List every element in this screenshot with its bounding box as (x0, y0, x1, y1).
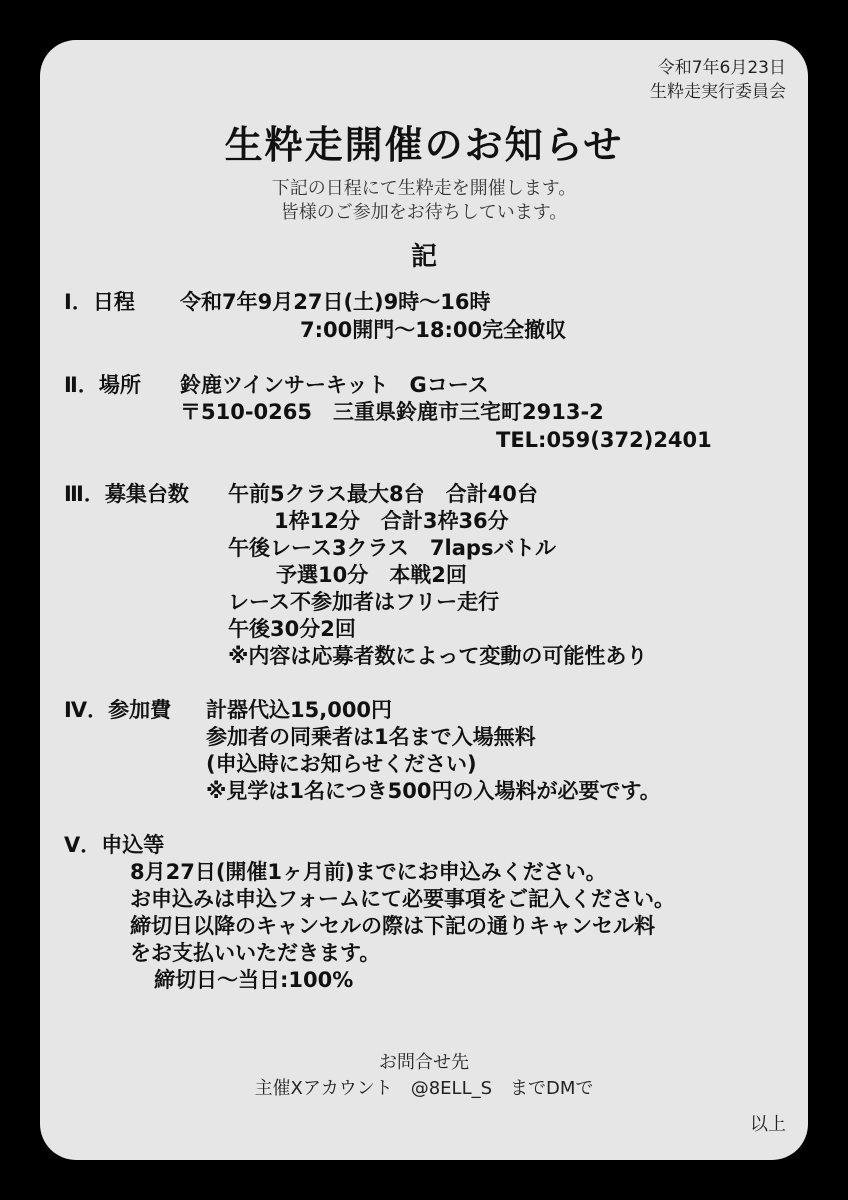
section-3-label: Ⅲ．募集台数 (64, 482, 189, 506)
section-3-line-5: レース不参加者はフリー走行 (228, 590, 500, 614)
section-2-label: Ⅱ．場所 (64, 373, 141, 397)
contact-line: 主催Xアカウント @8ELL_S までDMで (254, 1078, 594, 1099)
page-title: 生粋走開催のお知らせ (224, 123, 624, 167)
section-4-line-4: ※見学は1名につき500円の入場料が必要です。 (206, 779, 661, 803)
section-2-line-2: 〒510-0265 三重県鈴鹿市三宅町2913-2 (180, 400, 604, 424)
section-3-line-7: ※内容は応募者数によって変動の可能性あり (228, 644, 648, 668)
section-3-line-1: 午前5クラス最大8台 合計40台 (228, 482, 538, 506)
section-5-line-1: 8月27日(開催1ヶ月前)までにお申込みください。 (130, 860, 607, 884)
notice-card (40, 40, 808, 1160)
section-3-line-2: 1枠12分 合計3枠36分 (274, 509, 509, 533)
section-4-line-3: (申込時にお知らせください) (206, 752, 477, 776)
section-3-line-4: 予選10分 本戦2回 (276, 563, 467, 587)
section-3-line-3: 午後レース3クラス 7lapsバトル (228, 536, 557, 560)
section-1-line-2: 7:00開門～18:00完全撤収 (300, 318, 567, 342)
closing-ijo: 以上 (750, 1114, 786, 1135)
section-5-line-4: をお支払いいただきます。 (130, 941, 381, 965)
header-date: 令和7年6月23日 (657, 58, 786, 78)
intro-line-1: 下記の日程にて生粋走を開催します。 (271, 178, 577, 199)
section-4-label: Ⅳ．参加費 (64, 698, 172, 722)
section-3-line-6: 午後30分2回 (228, 617, 356, 641)
intro-line-2: 皆様のご参加をお待ちしています。 (280, 202, 568, 223)
section-5-line-3: 締切日以降のキャンセルの際は下記の通りキャンセル料 (130, 914, 655, 938)
contact-heading: お問合せ先 (379, 1052, 469, 1073)
section-4-line-2: 参加者の同乗者は1名まで入場無料 (206, 725, 536, 749)
section-2-line-3: TEL:059(372)2401 (496, 428, 712, 452)
section-1-line-1: 令和7年9月27日(土)9時～16時 (180, 290, 491, 314)
section-2-line-1: 鈴鹿ツインサーキット Gコース (180, 373, 489, 397)
section-5-line-5: 締切日～当日:100% (154, 968, 354, 992)
section-4-line-1: 計器代込15,000円 (206, 698, 393, 722)
section-1-label: Ⅰ．日程 (64, 290, 135, 314)
section-5-label: Ⅴ．申込等 (64, 833, 165, 857)
ki-heading: 記 (410, 242, 437, 272)
section-5-line-2: お申込みは申込フォームにて必要事項をご記入ください。 (130, 887, 675, 911)
header-organizer: 生粋走実行委員会 (650, 82, 786, 102)
